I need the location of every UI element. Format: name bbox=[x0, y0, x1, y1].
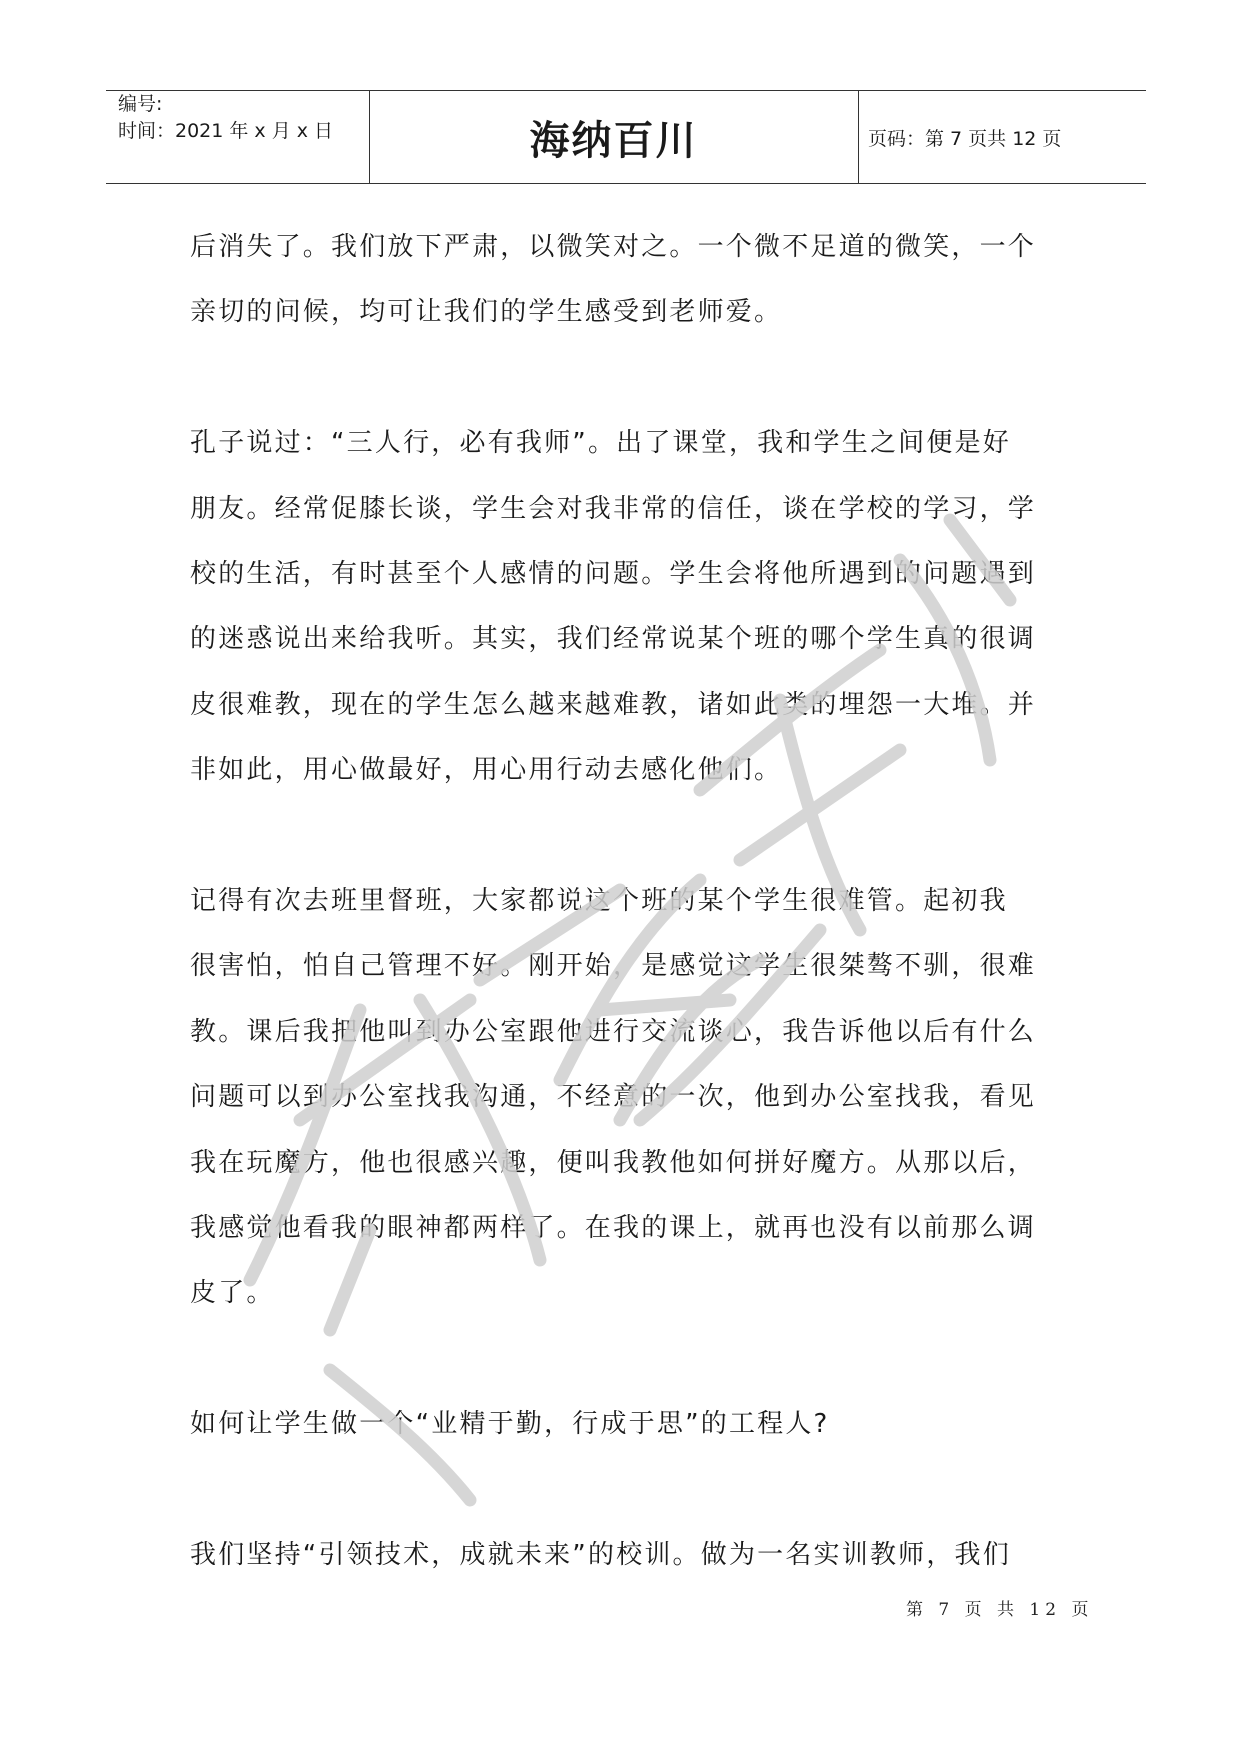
paragraph-gap bbox=[190, 346, 1068, 411]
page-footer: 第 7 页 共 12 页 bbox=[906, 1600, 1094, 1620]
body-text-line: 记得有次去班里督班，大家都说这个班的某个学生很难管。起初我 bbox=[190, 886, 1008, 917]
body-text-line: 亲切的问候，均可让我们的学生感受到老师爱。 bbox=[190, 297, 783, 328]
body-text-line: 问题可以到办公室找我沟通，不经意的一次，他到办公室找我，看见 bbox=[190, 1082, 1037, 1113]
body-text-line: 教。课后我把他叫到办公室跟他进行交流谈心，我告诉他以后有什么 bbox=[190, 1016, 1037, 1047]
header-meta bbox=[118, 91, 333, 145]
body-text-line: 皮很难教，现在的学生怎么越来越难教，诸如此类的埋怨一大堆。并 bbox=[190, 689, 1037, 720]
paragraph-gap bbox=[190, 804, 1068, 869]
paragraph-gap bbox=[190, 1458, 1068, 1523]
body-text-line: 我在玩魔方，他也很感兴趣，便叫我教他如何拼好魔方。从那以后， bbox=[190, 1147, 1037, 1178]
body-text-line: 非如此，用心做最好，用心用行动去感化他们。 bbox=[190, 755, 783, 786]
header-page-info: 页码：第 7 页共 12 页 bbox=[868, 127, 1062, 150]
document-title: 海纳百川 bbox=[529, 117, 698, 164]
body-text-line: 校的生活，有时甚至个人感情的问题。学生会将他所遇到的问题遇到 bbox=[190, 559, 1037, 590]
body-text-line: 很害怕，怕自己管理不好。刚开始，是感觉这学生很桀骜不驯，很难 bbox=[190, 951, 1037, 982]
serial-number-label: 编号: bbox=[118, 93, 163, 115]
body-text-line: 的迷惑说出来给我听。其实，我们经常说某个班的哪个学生真的很调 bbox=[190, 624, 1037, 655]
body-text-line: 我感觉他看我的眼神都两样了。在我的课上，就再也没有以前那么调 bbox=[190, 1213, 1037, 1244]
body-text-line: 孔子说过：“三人行，必有我师”。出了课堂，我和学生之间便是好 bbox=[190, 428, 1011, 459]
body-text-line: 皮了。 bbox=[190, 1278, 275, 1309]
paragraph-gap bbox=[190, 1327, 1068, 1392]
document-body bbox=[190, 215, 1068, 1588]
body-text-line: 朋友。经常促膝长谈，学生会对我非常的信任，谈在学校的学习，学 bbox=[190, 493, 1037, 524]
page-header bbox=[106, 90, 1146, 184]
body-text-line: 后消失了。我们放下严肃，以微笑对之。一个微不足道的微笑，一个 bbox=[190, 232, 1037, 262]
body-text-line: 如何让学生做一个“业精于勤，行成于思”的工程人? bbox=[190, 1409, 830, 1440]
header-divider-right bbox=[858, 91, 859, 183]
date-label: 时间：2021 年 x 月 x 日 bbox=[118, 120, 334, 142]
body-text-line: 我们坚持“引领技术，成就未来”的校训。做为一名实训教师，我们 bbox=[190, 1540, 1011, 1571]
